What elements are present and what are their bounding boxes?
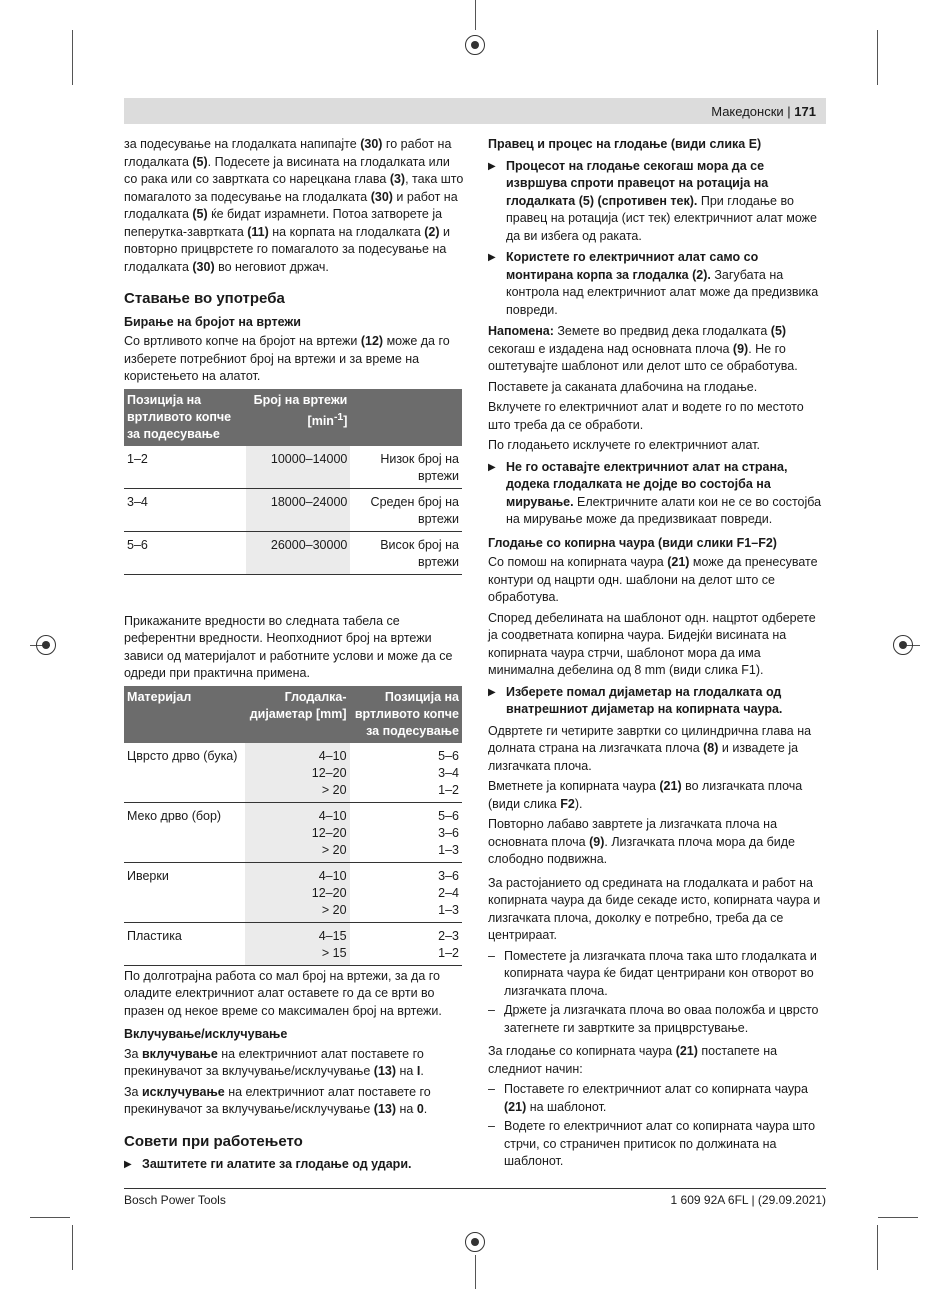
crop-mark bbox=[72, 30, 73, 85]
table-row bbox=[124, 531, 462, 574]
footer-doc-id: 1 609 92A 6FL | (29.09.2021) bbox=[670, 1193, 826, 1207]
table-header-cell bbox=[350, 389, 462, 446]
table-cell: Низок број на вртежи bbox=[350, 446, 462, 489]
paragraph: Одвртете ги четирите завртки со цилиндрична глава на долната страна на лизгачката плоча (8) и извадете ја лизгачката плоча. bbox=[488, 723, 812, 773]
section-heading: Совети при работењето bbox=[124, 1132, 303, 1150]
crop-mark bbox=[30, 1217, 70, 1218]
bullet-item: ▶ Не го оставајте електричниот алат на страна, додека глодалката не дојде во состојба на мирување. Електричните алати кои не се во состојба на мирување може да предизвикаат повреди. bbox=[488, 459, 828, 529]
subsection-heading: Вклучување/исклучување bbox=[124, 1027, 288, 1041]
table-cell: Цврсто дрво (бука) bbox=[124, 743, 245, 803]
subsection-heading: Правец и процес на глодање (види слика E) bbox=[488, 137, 762, 151]
table-cell: 10000–14000 bbox=[246, 446, 350, 489]
table-row bbox=[124, 862, 462, 922]
paragraph: Вметнете ја копирната чаура (21) во лизгачката плоча (види слика F2). bbox=[488, 779, 803, 811]
table-row bbox=[124, 802, 462, 862]
table-cell: 3–6 2–4 1–3 bbox=[350, 862, 462, 922]
registration-mark-icon bbox=[465, 1232, 485, 1252]
paragraph: Поставете ја саканата длабочина на глодање. bbox=[488, 379, 758, 394]
table-row bbox=[124, 743, 462, 803]
registration-mark-icon bbox=[893, 635, 913, 655]
table-header-row bbox=[124, 686, 462, 743]
table-header-cell: Позиција на вртливото копче за подесување bbox=[124, 389, 246, 446]
paragraph: За вклучување на електричниот алат поставете го прекинувачот за вклучување/исклучување (13) на I. bbox=[124, 1046, 424, 1078]
registration-mark-icon bbox=[465, 35, 485, 55]
table-cell: 5–6 3–6 1–3 bbox=[350, 802, 462, 862]
table-cell: 4–10 12–20 > 20 bbox=[245, 862, 349, 922]
paragraph: По глодањето исклучете го електричниот алат. bbox=[488, 438, 760, 452]
paragraph: По долготрајна работа со мал број на вртежи, за да го оладите електричниот алат оставете го да се врти во празен од некое време со максимален број на вртежи. bbox=[124, 968, 442, 1018]
speed-table bbox=[124, 389, 462, 575]
subsection-heading: Глодање со копирна чаура (види слики F1–F2) bbox=[488, 535, 777, 550]
dash-item: – Поместете ја лизгачката плоча така што глодалката и копирната чаура ќе бидат центрирани кон отворот во лизгачката плоча. bbox=[488, 948, 828, 1001]
table-cell: Среден број на вртежи bbox=[350, 488, 462, 531]
footer-brand: Bosch Power Tools bbox=[124, 1193, 226, 1207]
table-header-cell: Материјал bbox=[124, 686, 245, 743]
paragraph: Со вртливото копче на бројот на вртежи (12) може да го изберете потребниот број на вртежи и за време на користењето на алатот. bbox=[124, 334, 450, 383]
bullet-item: ▶ Користете го електричниот алат само со монтирана корпа за глодалка (2). Загубата на контрола над електричниот алат може да предизвика повреди. bbox=[488, 249, 828, 319]
paragraph: Според дебелината на шаблонот одн. нацртот одберете ја соодветната копирна чаура. Бидејќи висината на копирната чаура стрчи, шаблонот мора да има минимална дебелина од 8 mm (види слика F1). bbox=[488, 610, 816, 677]
header-separator: | bbox=[787, 104, 791, 119]
paragraph: за подесување на глодалката напипајте (30) го работ на глодалката (5). Подесете ја висината на глодалката или со рака или со завртката со нарецкана глава (3), така што помагалото за подесување на глодалката (30) и работ на глодалката (5) ќе бидат израмнети. Потоа затворете ја пеперутка-завртката (11) на корпата на глодалката (2) и повторно прицврстете го помагалото за подесување на глодалката (30) во неговиот држач. bbox=[124, 137, 464, 274]
paragraph: Напомена: Земете во предвид дека глодалката (5) секогаш е издадена над основната плоча (9). Не го оштетувајте шаблонот или делот што се обработува. bbox=[488, 324, 798, 373]
right-column bbox=[488, 136, 828, 1173]
table-header-cell: Број на вртежи $[\min^{-1}]$ bbox=[246, 389, 350, 446]
bullet-item: ▶ Заштитете ги алатите за глодање од удари. bbox=[124, 1156, 464, 1174]
table-cell: 26000–30000 bbox=[246, 531, 350, 574]
table-cell: 5–6 bbox=[124, 531, 246, 574]
material-table bbox=[124, 686, 462, 966]
table-cell: 4–15 > 15 bbox=[245, 922, 349, 965]
table-cell: 4–10 12–20 > 20 bbox=[245, 743, 349, 803]
crop-mark bbox=[877, 30, 878, 85]
table-header-cell: Глодалка-дијаметар [mm] bbox=[245, 686, 349, 743]
table-cell: 5–6 3–4 1–2 bbox=[350, 743, 462, 803]
table-row bbox=[124, 922, 462, 965]
crop-mark bbox=[475, 0, 476, 30]
crop-mark bbox=[475, 1255, 476, 1289]
crop-mark bbox=[72, 1225, 73, 1270]
table-cell: Иверки bbox=[124, 862, 245, 922]
paragraph: Вклучете го електричниот алат и водете го по местото што треба да се обработи. bbox=[488, 400, 804, 432]
crop-mark bbox=[877, 1225, 878, 1270]
table-cell: 2–3 1–2 bbox=[350, 922, 462, 965]
table-cell: Висок број на вртежи bbox=[350, 531, 462, 574]
left-column bbox=[124, 136, 464, 1178]
dash-item: – Држете ја лизгачката плоча во оваа положба и цврсто затегнете ги завртките за прицврстување. bbox=[488, 1002, 828, 1037]
page-header bbox=[711, 104, 816, 119]
table-cell: Меко дрво (бор) bbox=[124, 802, 245, 862]
page-number: 171 bbox=[794, 104, 816, 119]
paragraph: Со помош на копирната чаура (21) може да пренесувате контури од нацрти одн. шаблони на делот што се обработува. bbox=[488, 555, 818, 604]
paragraph: Повторно лабаво завртете ја лизгачката плоча на основната плоча (9). Лизгачката плоча мора да биде слободно подвижна. bbox=[488, 817, 796, 866]
paragraph: За глодање со копирната чаура (21) постапете на следниот начин: bbox=[488, 1044, 778, 1076]
table-cell: 3–4 bbox=[124, 488, 246, 531]
table-row bbox=[124, 488, 462, 531]
table-header-cell: Позиција на вртливото копче за подесување bbox=[350, 686, 462, 743]
table-cell: Пластика bbox=[124, 922, 245, 965]
table-cell: 4–10 12–20 > 20 bbox=[245, 802, 349, 862]
paragraph: За исклучување на електричниот алат поставете го прекинувачот за вклучување/исклучување (13) на 0. bbox=[124, 1084, 431, 1116]
dash-item: – Водете го електричниот алат со копирната чаура што стрчи, со страничен притисок по должината на шаблонот. bbox=[488, 1118, 828, 1171]
table-cell: 1–2 bbox=[124, 446, 246, 489]
section-heading: Ставање во употреба bbox=[124, 290, 285, 307]
footer-rule bbox=[124, 1188, 826, 1189]
table-cell: 18000–24000 bbox=[246, 488, 350, 531]
paragraph: Прикажаните вредности во следната табела се референтни вредности. Неопходниот број на вртежи зависи од материјалот и работните услови и може да се одреди при практична примена. bbox=[124, 613, 453, 680]
crop-mark bbox=[878, 1217, 918, 1218]
table-header-row bbox=[124, 389, 462, 446]
table-row bbox=[124, 446, 462, 489]
registration-mark-icon bbox=[36, 635, 56, 655]
dash-item: – Поставете го електричниот алат со копирната чаура (21) на шаблонот. bbox=[488, 1081, 828, 1116]
bullet-item: ▶ Изберете помал дијаметар на глодалката од внатрешниот дијаметар на копирната чаура. bbox=[488, 684, 828, 719]
paragraph: За растојанието од средината на глодалката и работ на копирната чаура да биде секаде исто, копирната чаура и лизгачката плоча, доколку е потребно, треба да се центрираат. bbox=[488, 875, 821, 942]
subsection-heading: Бирање на бројот на вртежи bbox=[124, 314, 301, 329]
header-language: Македонски bbox=[711, 104, 784, 119]
bullet-item: ▶ Процесот на глодање секогаш мора да се извршува спроти правецот на ротација на глодалката (5) (спротивен тек). При глодање во правец на ротација (ист тек) електричниот алат може да ви избега од раката. bbox=[488, 158, 828, 246]
